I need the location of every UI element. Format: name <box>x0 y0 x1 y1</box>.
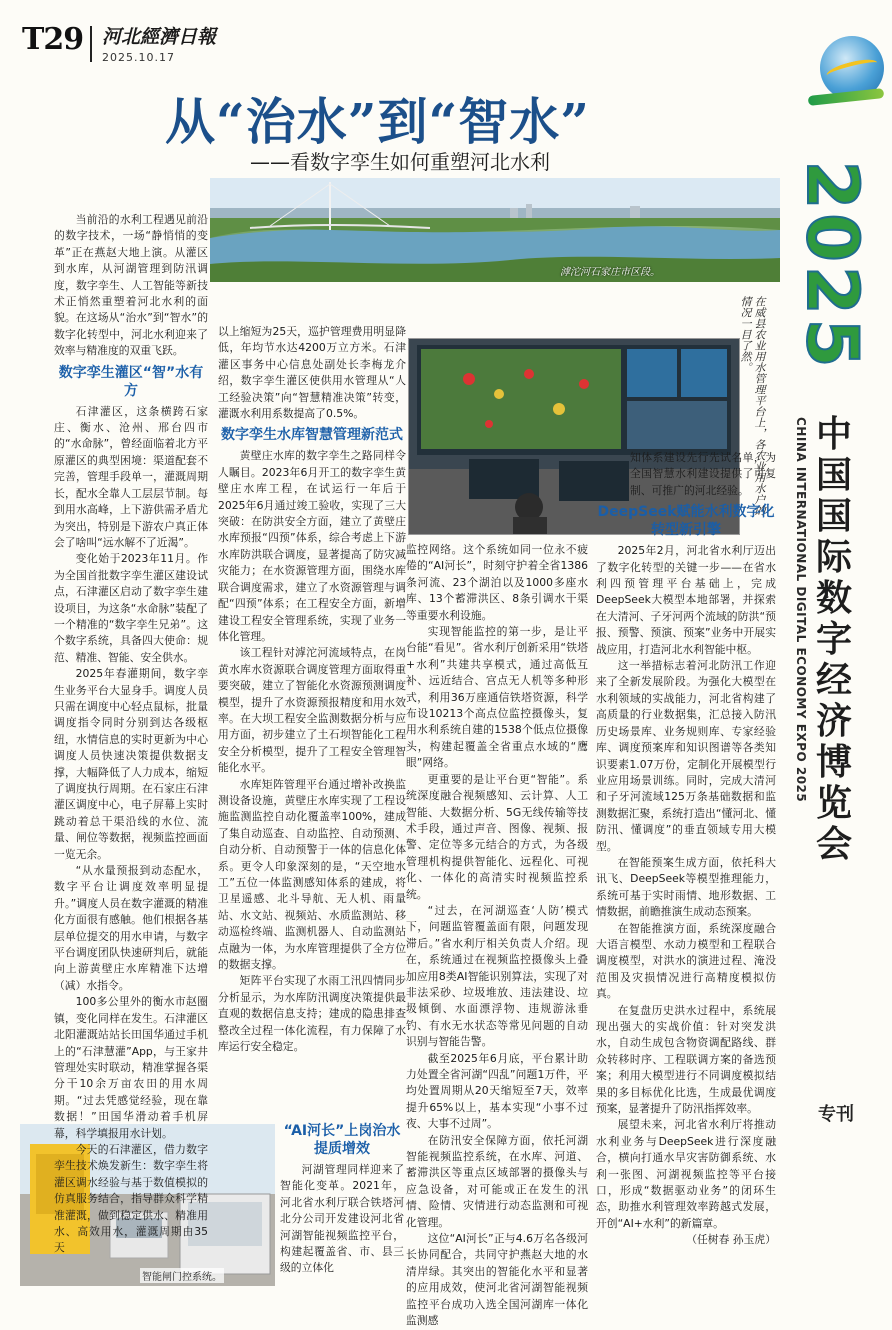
body-paragraph: 2025年春灌期间，数字孪生业务平台大显身手。调度人员只需在调度中心轻点鼠标，批量调度指令同时分别到达各级枢纽，水情信息的实时更新为中心调度人员快速决策提供数据支撑，大幅降低了人力成本，缩短了调度执行周期。在石家庄石津灌区调度中心，电子屏幕上实时跳动着总干渠沿线的水位、流量、闸位等数据，视频监控画面一览无余。 <box>54 667 208 861</box>
headline-title: 从“治水”到“智水” <box>165 92 591 151</box>
article-column-1 <box>54 212 208 1257</box>
body-paragraph: 在智能预案生成方面，依托科大讯飞、DeepSeek等模型推理能力，系统可基于实时雨情、地形数据、工情数据，前瞻推演生成动态预案。 <box>596 855 776 919</box>
body-paragraph: 截至2025年6月底，平台累计助力处置全省河湖“四乱”问题1万件，平均处置周期从20天缩短至7天，效率提升65%以上，基本实现“小事不过夜、大事不过周”。 <box>406 1051 588 1131</box>
section-heading-reservoir: 数字孪生水库智慧管理新范式 <box>221 427 403 444</box>
body-paragraph: 知体系建设先行先试名单，为全国智慧水利建设提供了可复制、可推广的河北经验。 <box>630 451 776 497</box>
body-paragraph: 石津灌区，这条横跨石家庄、衡水、沧州、邢台四市的“水命脉”，曾经面临着北方平原灌区的典型困境：渠道配套不完善，管理手段单一，灌溉周期长，配水全靠人工层层节制。每到用水高峰，上下游供需矛盾尤为突出，特别是下游农户真正体会了啥叫“远水解不了近渴”。 <box>54 404 208 549</box>
masthead-divider <box>90 26 92 62</box>
page-number: T29 <box>22 22 84 57</box>
body-paragraph: 100多公里外的衡水市赵圈镇，变化同样在发生。石津灌区北阳灌溉站站长田国华通过手机上的“石津慧灌”App，与王家井管理处实时联动，精准掌握各渠分干10余万亩农田的用水周期。“过去凭感觉经验，现在靠数据！”田国华滑动着手机屏幕，科学填报用水计划。 <box>54 995 208 1140</box>
article-column-2-bottom <box>280 1118 404 1277</box>
body-paragraph: 2025年2月，河北省水利厅迈出了数字化转型的关键一步——在省水利四预管理平台基础上，完成DeepSeek大模型本地部署，并探索在大清河、子牙河两个流域的防洪“预报、预警、预演、预案”业务中开展实战应用，打造河北水利智能中枢。 <box>596 544 776 656</box>
expo-name-english: CHINA INTERNATIONAL DIGITAL ECONOMY EXPO 2025 <box>794 417 808 803</box>
body-paragraph: 监控网络。这个系统如同一位永不疲倦的“AI河长”，时刻守护着全省1386条河流、23个湖泊以及1000多座水库、13个蓄滞洪区、8条引调水干渠等重要水利设施。 <box>406 543 588 622</box>
river-photo <box>210 178 780 282</box>
body-paragraph: 黄壁庄水库的数字孪生之路同样令人瞩目。2023年6月开工的数字孪生黄壁庄水库工程，在试运行一年后于2025年6月通过竣工验收，实现了三大突破：在防洪安全方面，建立了黄壁庄水库预报“四预”体系，综合考虑上下游水库防洪联合调度，显著提高了防灾减灾能力；在水资源管理方面，围绕水库联合调度需求，建立了水资源管理与调配“四预”体系；在工程安全方面，新增建设工程安全管理系统，实现了业务一体化管理。 <box>218 449 406 643</box>
masthead <box>22 18 782 70</box>
section-heading-irrigation: 数字孪生灌区“智”水有方 <box>58 364 204 399</box>
body-paragraph: 矩阵平台实现了水雨工汛四情同步分析显示，为水库防汛调度决策提供最直观的数据信息支持；建成的隐患排查整改全过程一体化流程，有力保障了水库运行安全稳定。 <box>218 974 406 1054</box>
body-paragraph: 更重要的是让平台更“智能”。系统深度融合视频感知、云计算、人工智能、大数据分析、5G无线传输等技术手段，通过声音、图像、视频、报警、定位等多元结合的方式，为各级管理机构提供智能化、远程化、可视化、一体化的高清实时视频监控系统。 <box>406 772 588 901</box>
article-column-3 <box>406 542 588 1330</box>
body-paragraph: 变化始于2023年11月。作为全国首批数字孪生灌区建设试点，石津灌区启动了数字孪生建设项目，为这条“水命脉”装配了一个精准的“数字孪生兄弟”。这个数字系统，具备四大使命：规范、精准、智能、安全供水。 <box>54 552 208 664</box>
article-column-4 <box>596 451 776 1249</box>
body-paragraph: 河湖管理同样迎来了智能化变革。2021年，河北省水利厅联合铁塔河北分公司开发建设河北省河湖智能视频监控平台，构建起覆盖省、市、县三级的立体化 <box>280 1163 404 1275</box>
body-paragraph: 在防汛安全保障方面，依托河湖智能视频监控系统，在水库、河道、蓄滞洪区等重点区域部署的摄像头与应急设备，对可能或正在发生的汛情、险情、灾情进行动态监测和可视化管理。 <box>406 1133 588 1229</box>
headline-subtitle: ——看数字孪生如何重塑河北水利 <box>250 150 550 174</box>
expo-name-chinese: 中国国际数字经济博览会 <box>815 414 852 865</box>
body-paragraph: 以上缩短为25天，巡护管理费用明显降低，年均节水达4200万立方米。石津灌区事务中心信息处副处长李梅龙介绍，数字孪生灌区使供用水管理从“人工经验决策”向“智慧精准决策”转变，灌溉水利用系数提高了0.5%。 <box>218 325 406 421</box>
body-paragraph: 在复盘历史洪水过程中，系统展现出强大的实战价值：针对突发洪水，自动生成包含物资调配路线、群众转移时序、工程联调方案的备选预案；利用大模型进行不同调度模拟结果的多目标优化比选，生成最优调度预案，显著提升了防汛指挥效率。 <box>596 1003 776 1116</box>
body-paragraph: 展望未来，河北省水利厅将推动水利业务与DeepSeek进行深度融合，横向打通水旱灾害防御系统、水利一张图、河湖视频监控等平台接口，形成“数据驱动业务”的闭环生态，助推水利管理效率跨越式发展，开创“AI+水利”的新篇章。 <box>596 1118 776 1230</box>
newspaper-name: 河北經濟日報 <box>102 26 217 48</box>
article-column-2 <box>218 324 406 1055</box>
section-heading-deepseek: DeepSeek赋能水利数字化转型新引擎 <box>597 504 775 539</box>
issue-date: 2025.10.17 <box>102 51 175 64</box>
special-edition-label: 专刊 <box>818 1104 854 1125</box>
body-paragraph: 水库矩阵管理平台通过增补改换监测设备设施，黄壁庄水库实现了工程设施监测监控自动化覆盖率100%，建成了集自动巡查、自动监控、自动预测、自动分析、自动预警于一体的信息化体系。更令人印象深刻的是，“天空地水工”五位一体监测感知体系的建成，将卫星遥感、北斗导航、无人机、雨量站、水文站、视频站、水质监测站、移动巡检终端、监测机器人、自动监测站点融为一体，为水库管理提供了全方位的数据支撑。 <box>218 777 406 972</box>
river-photo-caption: 滹沱河石家庄市区段。 <box>560 267 660 278</box>
body-paragraph: 该工程针对滹沱河流域特点，在岗黄水库水资源联合调度管理方面取得重要突破，建立了智能化水资源预测调度模型，提升了水资源预报精度和用水效率。在大坝工程安全监测数据分析与应用方面，初步建立了土石坝智能化工程安全分析模型，提升了工程安全管理智能化水平。 <box>218 646 406 775</box>
body-paragraph: “从水量预报到动态配水，数字平台让调度效率明显提升。”调度人员在数字灌溉的精准化方面很有感触。他们根据各基层单位提交的用水申请，与数字平台调度团队快速研判后，就能向上游黄壁庄水库精准下达增（减）水指令。 <box>54 864 208 992</box>
body-paragraph: 这一举措标志着河北防汛工作迎来了全新发展阶段。为强化大模型在水利领域的实战能力，河北省构建了高质量的行业数据集，汇总接入防汛历史场景库、业务规则库、专家经验库、调度预案库和知识图谱等各类知识要素1.07万份，定制化开展模型行业应用场景训练。同时，完成大清河和子牙河流域125万条基础数据和监测数据汇聚，系统打造出“懂河北、懂防汛、懂调度”的垂直领域专用大模型。 <box>596 659 776 853</box>
body-paragraph: 实现智能监控的第一步，是让平台能“看见”。省水利厅创新采用“铁塔+水利”共建共享模式，通过高低互补、远近结合、宫点无人机等多种形式，利用36万座通信铁塔资源，科学布设10213个高点位监控摄像头，复用水利系统自建的1538个低点位摄像头，构建起覆盖全省重点水域的“鹰眼”网络。 <box>406 625 588 770</box>
body-paragraph: 在智能推演方面，系统深度融合大语言模型、水动力模型和工程联合调度模型，对洪水的演进过程、淹没范围及灾损情况进行高精度模拟仿真。 <box>596 921 776 1001</box>
intro-paragraph: 当前沿的水利工程遇见前沿的数字技术，一场“静悄悄的变革”正在燕赵大地上演。从灌区到水库，从河湖管理到防汛调度，数字孪生、人工智能等新技术正悄然重塑着河北水利的面貌。在这场从“治水”到“智水”的数字化转型中，河北水利迎来了效率与精准度的双重飞跃。 <box>54 213 208 358</box>
body-paragraph: 这位“AI河长”正与4.6万名各级河长协同配合，共同守护燕赵大地的水清岸绿。其突出的智能化水平和显著的应用成效，使河北省河湖智能视频监控平台成功入选全国河湖库一体化监测感 <box>406 1232 588 1328</box>
body-paragraph: 今天的石津灌区，借力数字孪生技术焕发新生：数字孪生将灌区调水经验与基于数值模拟的仿真服务结合，指导群众科学精准灌溉，做到稳定供水、精准用水、高效用水，灌溉周期由35天 <box>54 1142 208 1255</box>
author-byline: （任树春 孙玉虎） <box>686 1233 776 1247</box>
body-paragraph: “过去，在河湖巡查‘人防’模式下，问题监管覆盖面有限，问题发现滞后。”省水利厅相关负责人介绍。现在，系统通过在视频监控摄像头上叠加应用8类AI智能识别算法，实现了对非法采砂、垃圾堆放、违法建设、垃圾倾倒、水面漂浮物、违规游泳垂钓、有水无水状态等常见问题的自动识别与智能告警。 <box>406 903 588 1049</box>
section-heading-ai-river-chief: “AI河长”上岗治水提质增效 <box>283 1123 401 1157</box>
control-room-caption: 在威县农业用水管理平台上，各农业用水户的情况一目了然。 <box>739 296 766 516</box>
river-photo-scene <box>210 178 780 282</box>
expo-year: 2025 <box>791 160 873 372</box>
gate-photo-caption: 智能闸门控系统。 <box>140 1268 224 1283</box>
